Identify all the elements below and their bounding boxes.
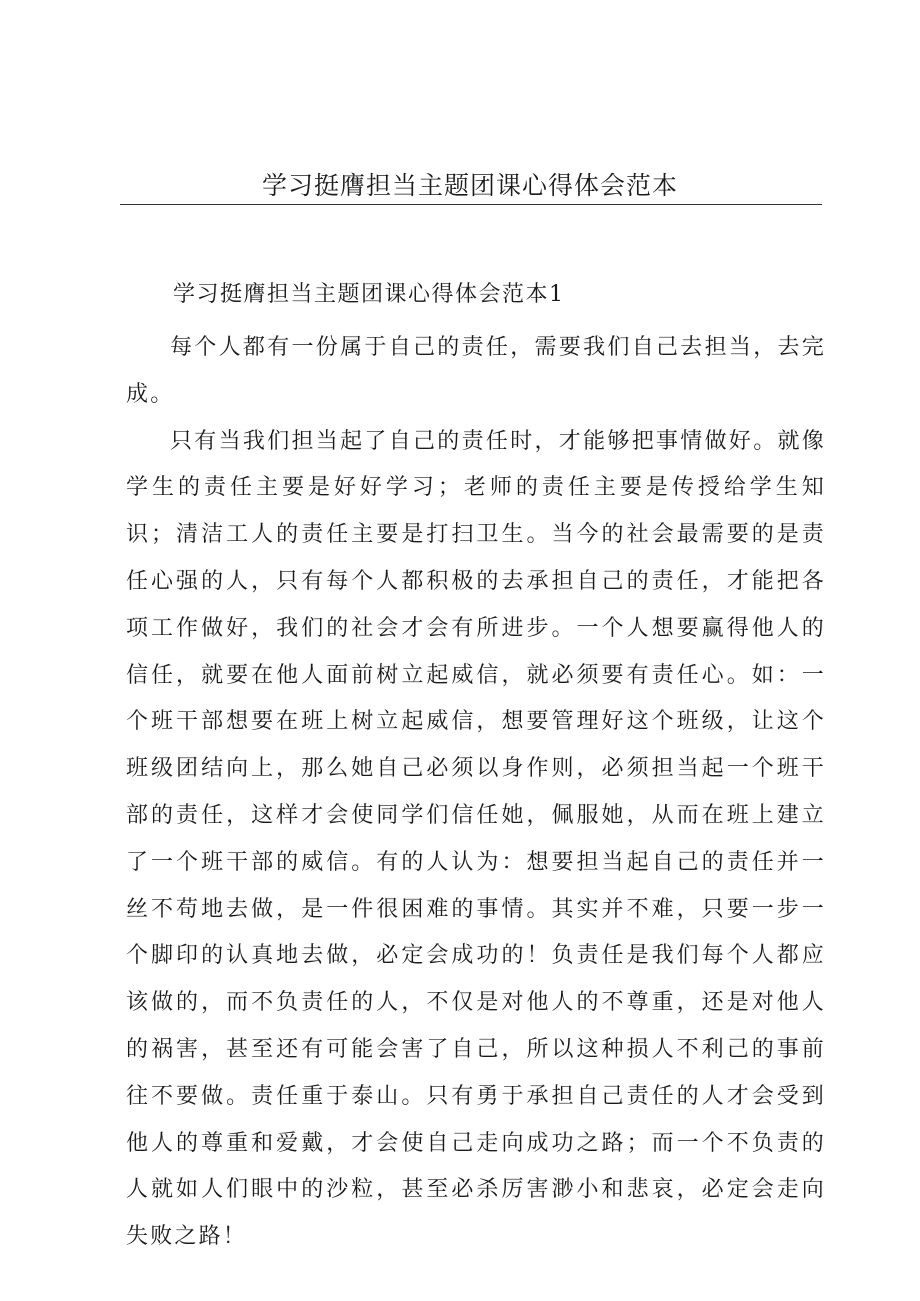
title-underline — [120, 204, 822, 205]
body-text — [126, 325, 826, 1261]
paragraph: 只有当我们担当起了自己的责任时，才能够把事情做好。就像学生的责任主要是好好学习；老师的责任主要是传授给学生知识；清洁工人的责任主要是打扫卫生。当今的社会最需要的是责任心强的人，只有每个人都积极的去承担自己的责任，才能把各项工作做好，我们的社会才会有所进步。一个人想要赢得他人的信任，就要在他人面前树立起威信，就必须要有责任心。如：一个班干部想要在班上树立起威信，想要管理好这个班级，让这个班级团结向上，那么她自己必须以身作则，必须担当起一个班干部的责任，这样才会使同学们信任她，佩服她，从而在班上建立了一个班干部的威信。有的人认为：想要担当起自己的责任并一丝不苟地去做，是一件很困难的事情。其实并不难，只要一步一个脚印的认真地去做，必定会成功的！负责任是我们每个人都应该做的，而不负责任的人，不仅是对他人的不尊重，还是对他人的祸害，甚至还有可能会害了自己，所以这种损人不利己的事前往不要做。责任重于泰山。只有勇于承担自己责任的人才会受到他人的尊重和爱戴，才会使自己走向成功之路；而一个不负责的人就如人们眼中的沙粒，甚至必杀厉害渺小和悲哀，必定会走向失败之路！ — [126, 428, 826, 1250]
paragraph: 每个人都有一份属于自己的责任，需要我们自己去担当，去完成。 — [126, 335, 826, 407]
section-heading: 学习挺膺担当主题团课心得体会范本1 — [173, 282, 565, 307]
document-title: 学习挺膺担当主题团课心得体会范本 — [261, 171, 678, 200]
